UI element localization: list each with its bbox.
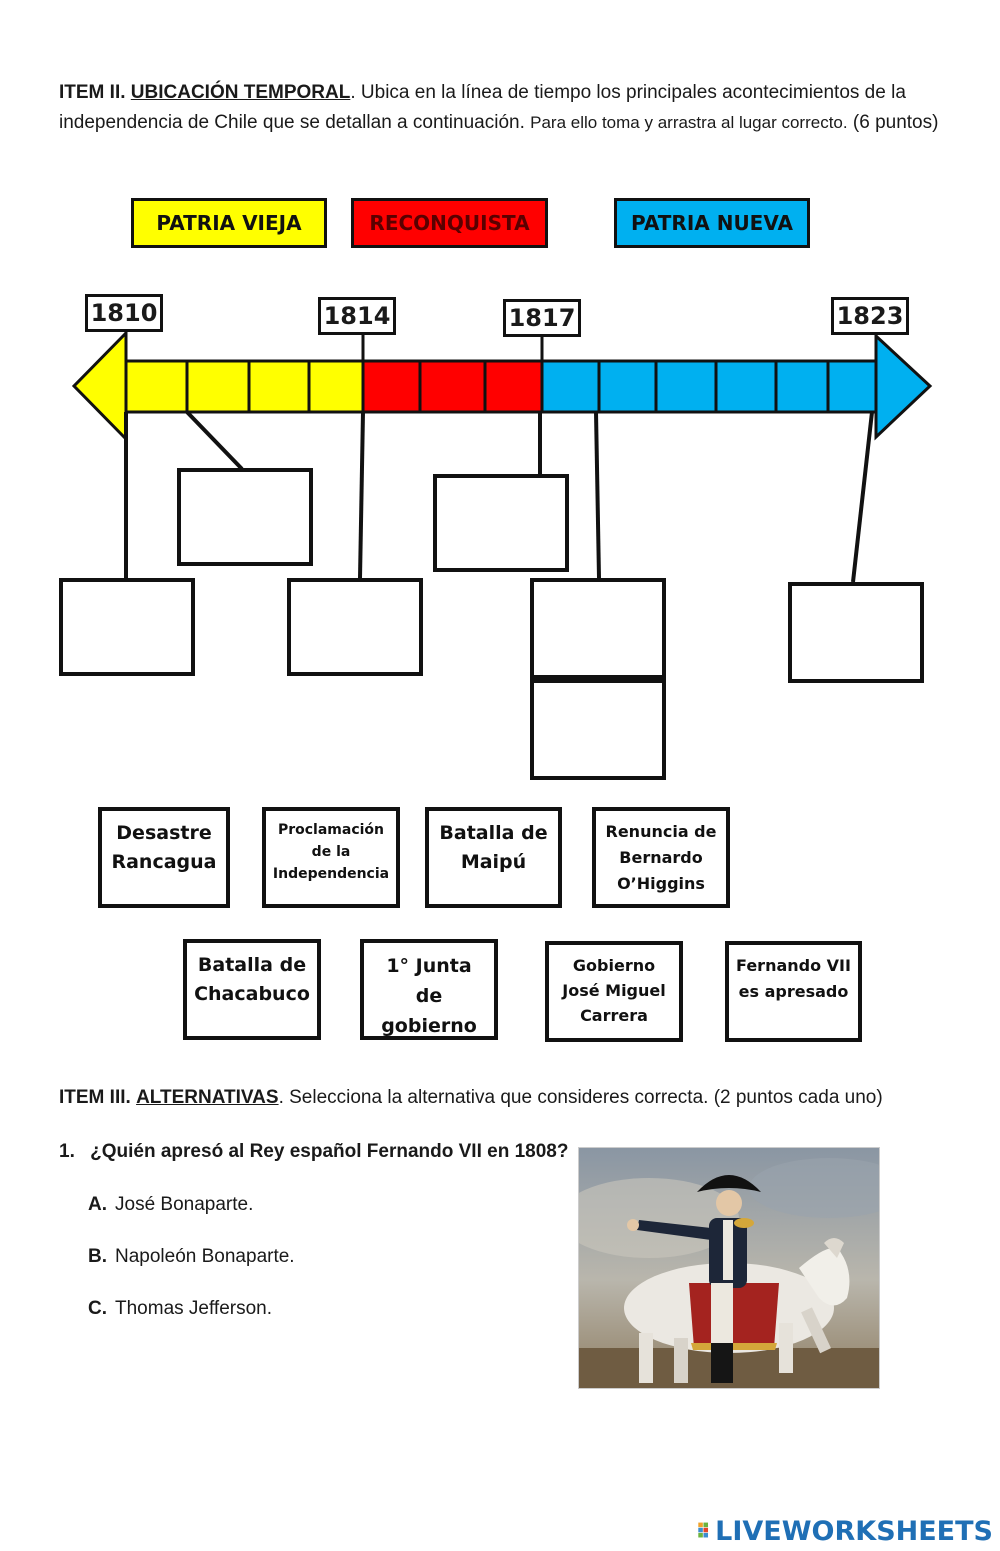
item3-text: . Selecciona la alternativa que consideres correcta. (2 puntos cada uno): [278, 1087, 883, 1108]
drop-zone-4[interactable]: [287, 578, 423, 676]
option-c[interactable]: C. Thomas Jefferson.: [88, 1298, 273, 1319]
item2-text-4: (6 puntos): [852, 112, 939, 133]
legend-patria-nueva-label: PATRIA NUEVA: [631, 211, 793, 235]
event-card-fernando-apresado[interactable]: Fernando VII es apresado: [725, 941, 862, 1042]
option-a[interactable]: A. José Bonaparte.: [88, 1194, 254, 1215]
year-ticks: [126, 331, 876, 361]
napoleon-painting-image: [578, 1147, 880, 1389]
liveworksheets-logo[interactable]: [697, 1514, 993, 1548]
event-card-primera-junta[interactable]: 1° Junta de gobierno: [360, 939, 498, 1040]
item3-label: ITEM III.: [59, 1087, 131, 1108]
timeline-patria-vieja-bar: [126, 361, 363, 412]
item3-instructions: [59, 1083, 959, 1113]
drop-zone-2[interactable]: [433, 474, 569, 572]
option-b[interactable]: B. Napoleón Bonaparte.: [88, 1246, 295, 1267]
liveworksheets-logo-text: LIVEWORKSHEETS: [715, 1515, 993, 1547]
item3-title: ALTERNATIVAS: [136, 1087, 279, 1108]
event-card-batalla-maipu[interactable]: Batalla de Maipú: [425, 807, 562, 908]
timeline-left-arrow: [74, 333, 126, 439]
legend-patria-vieja-label: PATRIA VIEJA: [156, 211, 302, 235]
item2-text-1: . Ubica en la línea de tiempo los principales acontecimientos de la: [350, 82, 906, 103]
liveworksheets-logo-icon: [697, 1516, 715, 1546]
question-1: [59, 1141, 568, 1163]
event-card-desastre-rancagua[interactable]: Desastre Rancagua: [98, 807, 230, 908]
item2-text-2: independencia de Chile que se detallan a continuación.: [59, 112, 525, 133]
item2-title: UBICACIÓN TEMPORAL: [130, 82, 351, 103]
year-1823: 1823: [831, 297, 909, 335]
drop-zone-1[interactable]: [177, 468, 313, 566]
drop-zone-7[interactable]: [788, 582, 924, 683]
drop-zone-3[interactable]: [59, 578, 195, 676]
event-card-gobierno-carrera[interactable]: Gobierno José Miguel Carrera: [545, 941, 683, 1042]
year-1810: 1810: [85, 294, 163, 332]
year-1814: 1814: [318, 297, 396, 335]
question-1-number: 1.: [59, 1141, 75, 1162]
item2-label: ITEM II.: [59, 82, 126, 103]
event-card-proclamacion[interactable]: Proclamación de la Independencia: [262, 807, 400, 908]
legend-reconquista-label: RECONQUISTA: [369, 211, 530, 235]
question-1-text: ¿Quién apresó al Rey español Fernando VII en 1808?: [90, 1141, 569, 1162]
timeline-patria-nueva-bar: [542, 361, 876, 412]
year-1817: 1817: [503, 299, 581, 337]
event-card-batalla-chacabuco[interactable]: Batalla de Chacabuco: [183, 939, 321, 1040]
event-card-renuncia-ohiggins[interactable]: Renuncia de Bernardo O’Higgins: [592, 807, 730, 908]
timeline-reconquista-bar: [363, 361, 542, 412]
drop-zone-6[interactable]: [530, 679, 666, 780]
drop-zone-5[interactable]: [530, 578, 666, 679]
timeline-right-arrow: [876, 336, 930, 437]
item2-text-3: Para ello toma y arrastra al lugar correcto.: [530, 113, 848, 132]
